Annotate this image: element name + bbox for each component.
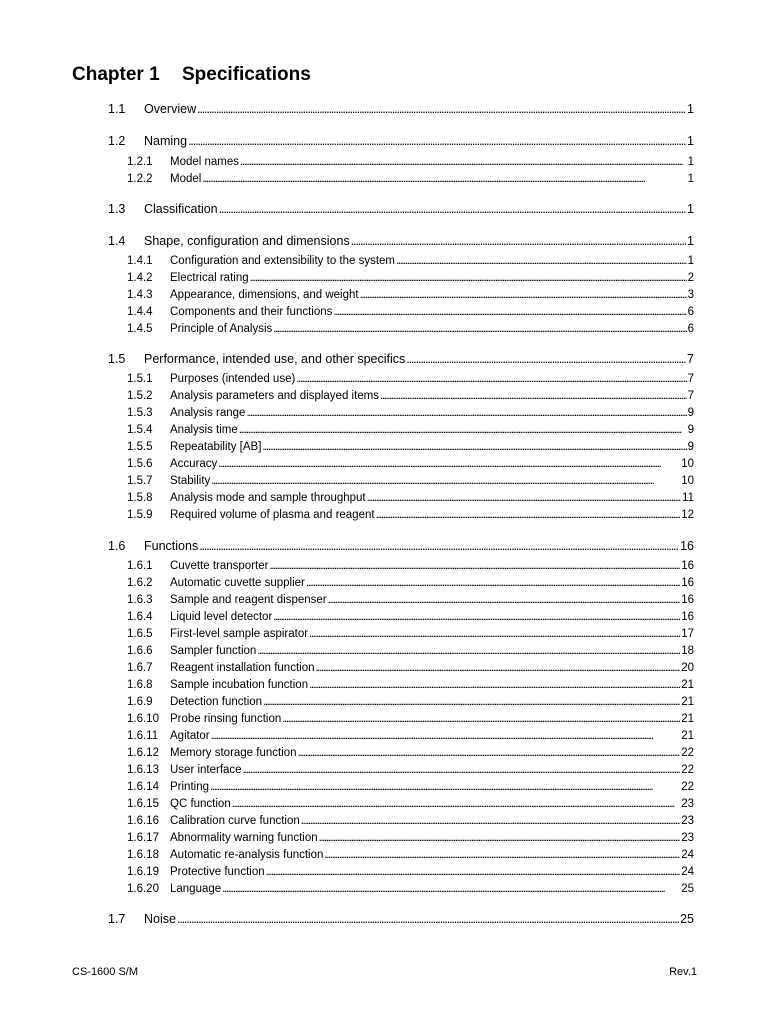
toc-dot-leader: [232, 798, 680, 810]
toc-entry-page: 16: [681, 611, 694, 623]
toc-entry-page: 22: [681, 747, 694, 759]
footer-document-id: CS-1600 S/M: [72, 966, 139, 978]
toc-entry-label: Purposes (intended use): [170, 373, 296, 385]
toc-entry-number: 1.7: [108, 912, 126, 926]
toc-dot-leader: [269, 560, 680, 572]
toc-entry[interactable]: [127, 323, 694, 339]
toc-entry-number: 1.6.19: [127, 866, 159, 878]
toc-entry[interactable]: [127, 560, 694, 576]
toc-entry-number: 1.6.1: [127, 560, 153, 572]
toc-entry-page: 1: [687, 134, 694, 148]
toc-dot-leader: [351, 234, 686, 248]
toc-entry[interactable]: [127, 289, 694, 305]
toc-entry-label: First-level sample aspirator: [170, 628, 309, 640]
toc-dot-leader: [219, 202, 686, 216]
toc-entry-page: 21: [681, 730, 694, 742]
toc-entry-page: 16: [681, 560, 694, 572]
toc-entry-label: Noise: [144, 912, 176, 926]
toc-entry[interactable]: [127, 764, 694, 780]
toc-entry-label: Shape, configuration and dimensions: [144, 234, 350, 248]
toc-entry-label: Required volume of plasma and reagent: [170, 509, 375, 521]
toc-dot-leader: [243, 764, 681, 776]
toc-entry-number: 1.6.18: [127, 849, 159, 861]
toc-entry-page: 9: [687, 407, 694, 419]
toc-entry-label: Automatic cuvette supplier: [170, 577, 305, 589]
toc-entry-number: 1.6.16: [127, 815, 159, 827]
toc-entry-number: 1.1: [108, 102, 126, 116]
toc-entry-page: 16: [680, 539, 694, 553]
toc-entry[interactable]: [127, 832, 694, 848]
toc-dot-leader: [324, 849, 680, 861]
toc-dot-leader: [333, 306, 686, 318]
toc-entry[interactable]: [127, 883, 694, 899]
toc-entry-page: 16: [681, 577, 694, 589]
toc-entry-number: 1.6.7: [127, 662, 153, 674]
toc-entry-label: QC function: [170, 798, 231, 810]
toc-entry-page: 22: [681, 764, 694, 776]
toc-dot-leader: [211, 730, 681, 742]
toc-entry[interactable]: [127, 696, 694, 712]
toc-entry-label: Probe rinsing function: [170, 713, 282, 725]
toc-dot-leader: [367, 492, 681, 504]
toc-entry-number: 1.6.13: [127, 764, 159, 776]
toc-entry-label: Calibration curve function: [170, 815, 300, 827]
toc-dot-leader: [309, 628, 680, 640]
toc-entry-page: 1: [687, 102, 694, 116]
toc-entry[interactable]: [108, 352, 694, 370]
toc-entry[interactable]: [127, 272, 694, 288]
toc-entry-label: Accuracy: [170, 458, 218, 470]
toc-entry[interactable]: [127, 441, 694, 457]
toc-entry-number: 1.4.4: [127, 306, 153, 318]
toc-dot-leader: [328, 594, 681, 606]
toc-entry[interactable]: [127, 156, 694, 172]
toc-dot-leader: [222, 883, 680, 895]
toc-dot-leader: [306, 577, 680, 589]
toc-entry-label: Analysis time: [170, 424, 238, 436]
toc-dot-leader: [188, 134, 686, 148]
toc-dot-leader: [202, 173, 686, 185]
chapter-name: Specifications: [182, 64, 311, 85]
toc-entry-label: Liquid level detector: [170, 611, 273, 623]
toc-entry-page: 18: [681, 645, 694, 657]
toc-entry-label: Sample and reagent dispenser: [170, 594, 327, 606]
toc-entry[interactable]: [127, 458, 694, 474]
toc-dot-leader: [296, 373, 686, 385]
toc-entry-page: 24: [681, 866, 694, 878]
toc-entry-label: Stability: [170, 475, 211, 487]
toc-dot-leader: [396, 255, 687, 267]
toc-entry[interactable]: [127, 509, 694, 525]
toc-dot-leader: [257, 645, 680, 657]
toc-entry-label: Sample incubation function: [170, 679, 309, 691]
toc-entry-number: 1.6.20: [127, 883, 159, 895]
toc-entry[interactable]: [127, 713, 694, 729]
toc-entry[interactable]: [108, 234, 694, 252]
toc-entry-page: 1: [687, 234, 694, 248]
toc-entry-page: 10: [681, 458, 694, 470]
toc-entry-number: 1.5.4: [127, 424, 153, 436]
toc-entry-label: Detection function: [170, 696, 263, 708]
toc-entry-label: Analysis mode and sample throughput: [170, 492, 366, 504]
toc-entry-page: 1: [687, 156, 694, 168]
toc-entry-number: 1.6.5: [127, 628, 153, 640]
toc-entry-label: Cuvette transporter: [170, 560, 269, 572]
toc-entry-label: Sampler function: [170, 645, 257, 657]
toc-entry-number: 1.2: [108, 134, 126, 148]
toc-entry-label: Language: [170, 883, 222, 895]
toc-entry-number: 1.6.11: [127, 730, 159, 742]
toc-entry[interactable]: [127, 255, 694, 271]
toc-entry-label: Naming: [144, 134, 188, 148]
toc-entry-page: 21: [681, 679, 694, 691]
toc-dot-leader: [273, 323, 686, 335]
toc-entry[interactable]: [127, 407, 694, 423]
toc-entry[interactable]: [127, 645, 694, 661]
toc-dot-leader: [211, 475, 680, 487]
toc-entry-number: 1.2.2: [127, 173, 153, 185]
toc-entry[interactable]: [108, 539, 694, 557]
toc-entry-label: Abnormality warning function: [170, 832, 318, 844]
toc-entry-page: 1: [687, 173, 694, 185]
toc-entry-label: Memory storage function: [170, 747, 297, 759]
toc-entry[interactable]: [127, 577, 694, 593]
toc-entry-page: 25: [681, 883, 694, 895]
toc-entry-number: 1.6.12: [127, 747, 159, 759]
toc-dot-leader: [380, 390, 687, 402]
toc-entry-label: Classification: [144, 202, 218, 216]
toc-entry-page: 2: [687, 272, 694, 284]
toc-entry[interactable]: [127, 424, 694, 440]
toc-entry-page: 24: [681, 849, 694, 861]
toc-dot-leader: [199, 539, 679, 553]
toc-dot-leader: [218, 458, 680, 470]
toc-entry-page: 23: [681, 798, 694, 810]
toc-entry-page: 23: [681, 815, 694, 827]
toc-entry-label: Model: [170, 173, 202, 185]
toc-entry-number: 1.4.3: [127, 289, 153, 301]
toc-entry-page: 9: [687, 441, 694, 453]
toc-entry-number: 1.5.9: [127, 509, 153, 521]
toc-entry-number: 1.5.8: [127, 492, 153, 504]
toc-entry-label: Automatic re-analysis function: [170, 849, 324, 861]
toc-entry-number: 1.5.2: [127, 390, 153, 402]
toc-entry-number: 1.5: [108, 352, 126, 366]
toc-entry[interactable]: [127, 662, 694, 678]
toc-entry-number: 1.6.15: [127, 798, 159, 810]
toc-entry[interactable]: [127, 849, 694, 865]
toc-dot-leader: [197, 102, 686, 116]
toc-entry[interactable]: [108, 102, 694, 120]
toc-entry[interactable]: [127, 815, 694, 831]
toc-dot-leader: [301, 815, 680, 827]
toc-entry-number: 1.6.8: [127, 679, 153, 691]
toc-entry-page: 17: [681, 628, 694, 640]
toc-dot-leader: [298, 747, 681, 759]
toc-dot-leader: [360, 289, 687, 301]
toc-entry-label: Reagent installation function: [170, 662, 315, 674]
toc-entry[interactable]: [127, 781, 694, 797]
toc-dot-leader: [240, 156, 687, 168]
toc-entry-label: Configuration and extensibility to the system: [170, 255, 396, 267]
toc-entry-label: Analysis parameters and displayed items: [170, 390, 380, 402]
toc-dot-leader: [262, 441, 686, 453]
toc-entry-label: Appearance, dimensions, and weight: [170, 289, 359, 301]
chapter-number: Chapter 1: [72, 64, 160, 85]
toc-entry[interactable]: [108, 134, 694, 152]
toc-entry-number: 1.4: [108, 234, 126, 248]
toc-entry-page: 25: [680, 912, 694, 926]
toc-entry[interactable]: [108, 202, 694, 220]
toc-entry[interactable]: [127, 798, 694, 814]
toc-entry-number: 1.6.2: [127, 577, 153, 589]
toc-entry-number: 1.6.9: [127, 696, 153, 708]
toc-dot-leader: [177, 912, 679, 926]
toc-dot-leader: [309, 679, 680, 691]
toc-entry-number: 1.4.5: [127, 323, 153, 335]
toc-entry-page: 7: [687, 352, 694, 366]
toc-entry-number: 1.5.7: [127, 475, 153, 487]
toc-entry-page: 21: [681, 713, 694, 725]
toc-entry-label: Performance, intended use, and other specifics: [144, 352, 406, 366]
toc-entry-page: 11: [682, 492, 694, 504]
toc-entry-page: 22: [681, 781, 694, 793]
toc-entry[interactable]: [127, 730, 694, 746]
toc-entry-number: 1.6: [108, 539, 126, 553]
toc-entry-number: 1.3: [108, 202, 126, 216]
toc-entry-page: 23: [681, 832, 694, 844]
toc-entry-label: Model names: [170, 156, 240, 168]
toc-entry-page: 10: [681, 475, 694, 487]
toc-entry[interactable]: [127, 306, 694, 322]
toc-entry-label: User interface: [170, 764, 242, 776]
toc-entry-number: 1.5.1: [127, 373, 153, 385]
toc-entry-label: Electrical rating: [170, 272, 249, 284]
toc-dot-leader: [210, 781, 680, 793]
toc-dot-leader: [319, 832, 681, 844]
toc-entry-number: 1.5.5: [127, 441, 153, 453]
toc-dot-leader: [316, 662, 681, 674]
toc-entry-page: 7: [687, 373, 694, 385]
toc-entry-page: 12: [681, 509, 694, 521]
toc-entry-number: 1.6.17: [127, 832, 159, 844]
toc-entry-number: 1.6.14: [127, 781, 159, 793]
toc-entry-label: Components and their functions: [170, 306, 333, 318]
toc-entry[interactable]: [127, 611, 694, 627]
toc-entry-label: Agitator: [170, 730, 210, 742]
toc-dot-leader: [376, 509, 681, 521]
toc-dot-leader: [246, 407, 686, 419]
toc-entry-page: 20: [681, 662, 694, 674]
toc-entry-page: 1: [687, 255, 694, 267]
toc-entry[interactable]: [127, 373, 694, 389]
toc-entry-page: 9: [687, 424, 694, 436]
toc-entry[interactable]: [127, 679, 694, 695]
toc-dot-leader: [273, 611, 680, 623]
toc-entry-number: 1.6.4: [127, 611, 153, 623]
toc-entry-number: 1.6.3: [127, 594, 153, 606]
chapter-title: [72, 64, 311, 86]
toc-entry-label: Principle of Analysis: [170, 323, 273, 335]
toc-entry-page: 6: [687, 306, 694, 318]
toc-dot-leader: [282, 713, 680, 725]
toc-dot-leader: [266, 866, 681, 878]
toc-entry-label: Analysis range: [170, 407, 246, 419]
toc-entry-number: 1.6.6: [127, 645, 153, 657]
toc-dot-leader: [263, 696, 680, 708]
footer-revision: Rev.1: [669, 966, 697, 978]
toc-entry-number: 1.5.3: [127, 407, 153, 419]
toc-entry[interactable]: [127, 475, 694, 491]
toc-entry-number: 1.5.6: [127, 458, 153, 470]
toc-entry-page: 21: [681, 696, 694, 708]
toc-dot-leader: [250, 272, 687, 284]
toc-entry[interactable]: [127, 390, 694, 406]
toc-entry-number: 1.4.2: [127, 272, 153, 284]
toc-entry-number: 1.2.1: [127, 156, 153, 168]
toc-dot-leader: [406, 352, 686, 366]
toc-entry-label: Printing: [170, 781, 209, 793]
toc-entry-page: 3: [687, 289, 694, 301]
toc-entry[interactable]: [127, 173, 694, 189]
toc-entry-label: Repeatability [AB]: [170, 441, 262, 453]
toc-entry-label: Overview: [144, 102, 197, 116]
toc-entry-page: 7: [687, 390, 694, 402]
toc-entry-page: 6: [687, 323, 694, 335]
toc-entry[interactable]: [127, 594, 694, 610]
toc-dot-leader: [239, 424, 687, 436]
toc-entry[interactable]: [127, 492, 694, 508]
toc-entry-number: 1.6.10: [127, 713, 159, 725]
toc-entry-page: 16: [681, 594, 694, 606]
toc-entry-page: 1: [687, 202, 694, 216]
toc-entry-label: Functions: [144, 539, 199, 553]
toc-entry-label: Protective function: [170, 866, 265, 878]
toc-entry-number: 1.4.1: [127, 255, 153, 267]
toc-entry[interactable]: [108, 912, 694, 930]
toc-entry[interactable]: [127, 628, 694, 644]
toc-entry[interactable]: [127, 747, 694, 763]
toc-entry[interactable]: [127, 866, 694, 882]
